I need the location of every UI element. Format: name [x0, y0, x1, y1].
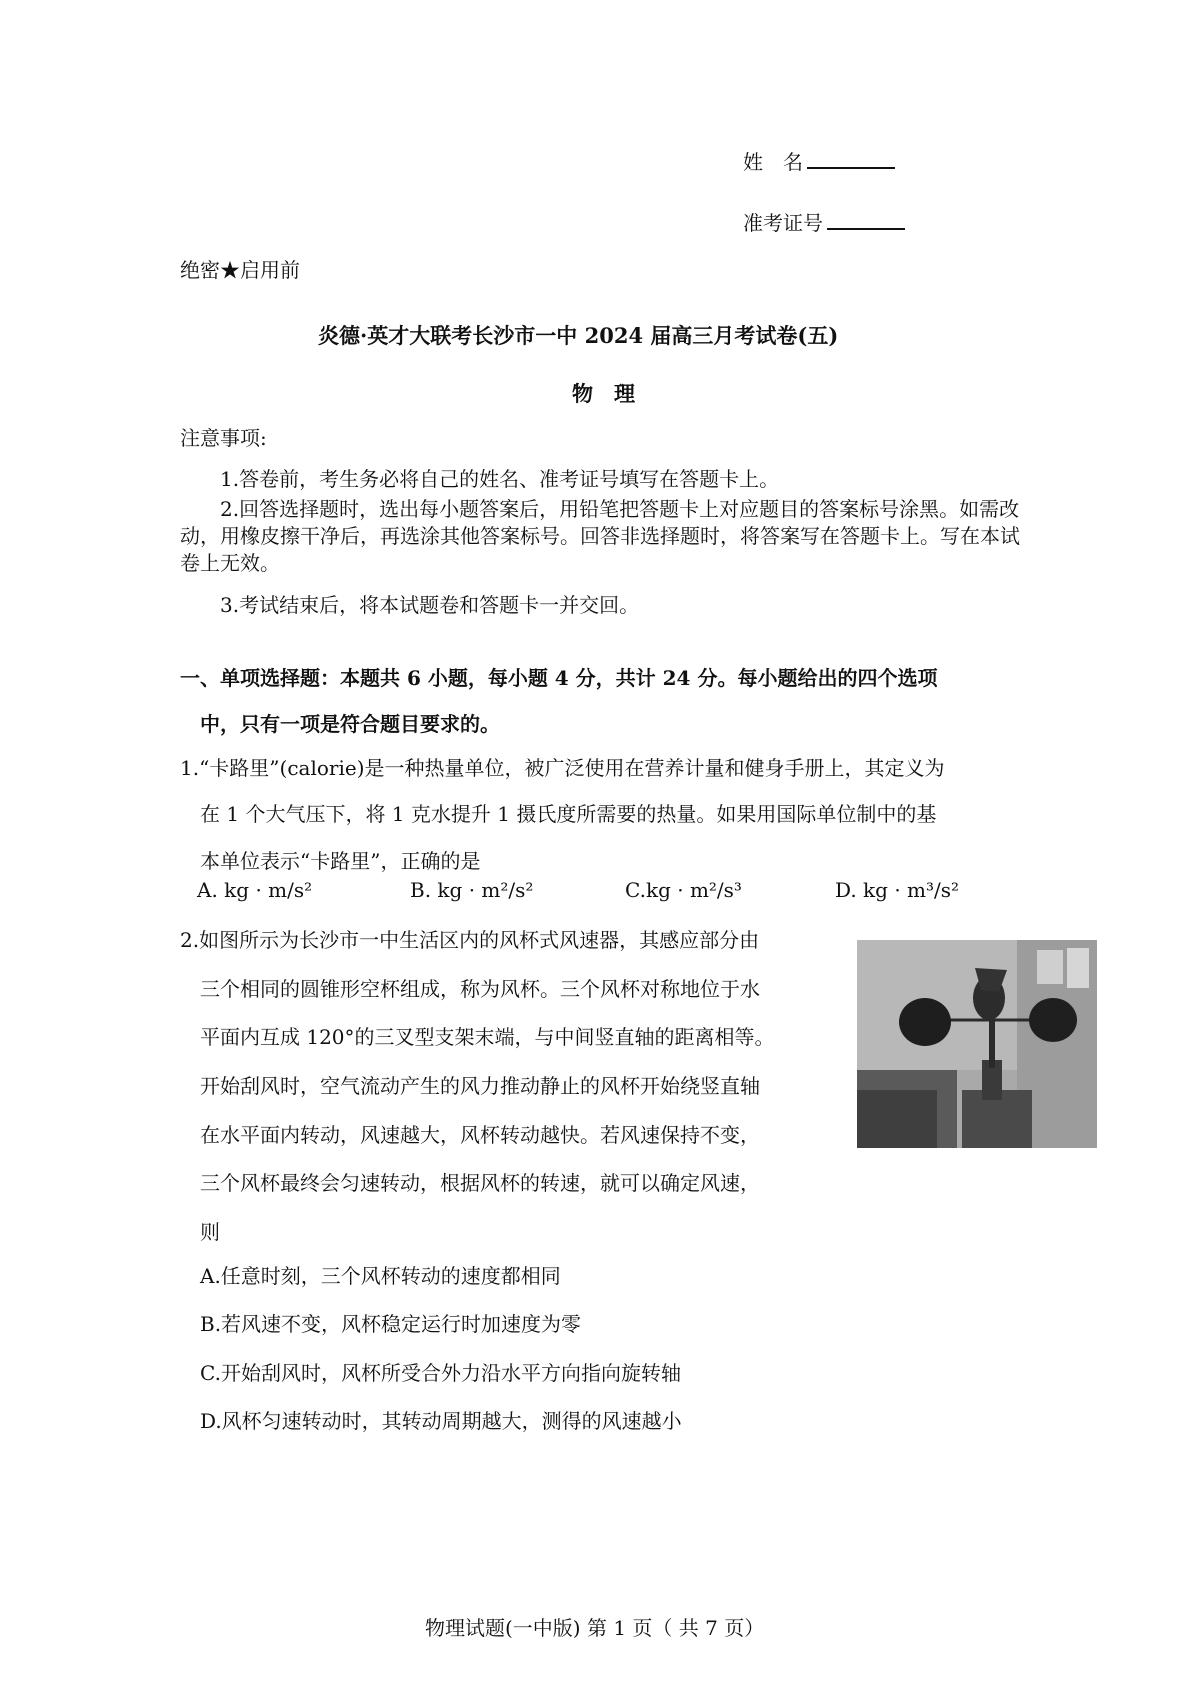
q2-option-c[interactable]: C.开始刮风时，风杯所受合外力沿水平方向指向旋转轴 [200, 1361, 681, 1385]
section-heading-line1: 一、单项选择题：本题共 6 小题，每小题 4 分，共计 24 分。每小题给出的四个选项 [180, 666, 938, 690]
q2-line-4: 开始刮风时，空气流动产生的风力推动静止的风杯开始绕竖直轴 [200, 1074, 760, 1098]
notice-item-2-text: 2.回答选择题时，选出每小题答案后，用铅笔把答题卡上对应题目的答案标号涂黑。如需改动，用橡皮擦干净后，再选涂其他答案标号。回答非选择题时，将答案写在答题卡上。写在本试卷上无效。 [180, 497, 1020, 575]
notice-item-2 [180, 496, 1025, 577]
q1-line2: 在 1 个大气压下，将 1 克水提升 1 摄氏度所需要的热量。如果用国际单位制中的基 [200, 802, 937, 826]
q1-option-d[interactable]: D. kg · m³/s² [835, 878, 960, 902]
subject-title: 物 理 [572, 381, 635, 406]
q2-option-d[interactable]: D.风杯匀速转动时，其转动周期越大，测得的风速越小 [200, 1409, 682, 1433]
q1-line1: 1.“卡路里”(calorie)是一种热量单位，被广泛使用在营养计量和健身手册上，其定义为 [180, 756, 945, 780]
section-heading-line2: 中，只有一项是符合题目要求的。 [200, 712, 500, 736]
q1-line3: 本单位表示“卡路里”，正确的是 [200, 849, 481, 873]
id-label: 准考证号 [743, 211, 823, 235]
q2-option-a[interactable]: A.任意时刻，三个风杯转动的速度都相同 [200, 1264, 561, 1288]
name-blank[interactable] [807, 147, 895, 169]
name-label: 姓 名 [743, 150, 803, 174]
notice-item-3: 3.考试结束后，将本试题卷和答题卡一并交回。 [220, 593, 640, 617]
exam-title: 炎德·英才大联考长沙市一中 2024 届高三月考试卷(五) [318, 323, 839, 348]
q1-option-b[interactable]: B. kg · m²/s² [410, 878, 534, 902]
anemometer-illustration [857, 940, 1097, 1148]
q1-option-c[interactable]: C.kg · m²/s³ [625, 878, 742, 902]
anemometer-photo [857, 940, 1097, 1148]
page-footer: 物理试题(一中版) 第 1 页（ 共 7 页） [425, 1616, 765, 1640]
q2-line-7: 则 [200, 1220, 220, 1244]
q2-line-1: 2.如图所示为长沙市一中生活区内的风杯式风速器，其感应部分由 [180, 928, 760, 952]
id-field [743, 207, 905, 236]
id-blank[interactable] [827, 208, 905, 230]
q2-line-2: 三个相同的圆锥形空杯组成，称为风杯。三个风杯对称地位于水 [200, 977, 760, 1001]
secret-label: 绝密★启用前 [180, 258, 300, 282]
q2-option-b[interactable]: B.若风速不变，风杯稳定运行时加速度为零 [200, 1312, 582, 1336]
q2-line-5: 在水平面内转动，风速越大，风杯转动越快。若风速保持不变， [200, 1123, 760, 1147]
notice-item-1: 1.答卷前，考生务必将自己的姓名、准考证号填写在答题卡上。 [220, 467, 780, 491]
q1-option-a[interactable]: A. kg · m/s² [197, 878, 313, 902]
q2-line-3: 平面内互成 120°的三叉型支架末端，与中间竖直轴的距离相等。 [200, 1025, 775, 1049]
notice-heading: 注意事项: [180, 426, 267, 450]
name-field [743, 146, 895, 175]
q2-line-6: 三个风杯最终会匀速转动，根据风杯的转速，就可以确定风速， [200, 1171, 760, 1195]
